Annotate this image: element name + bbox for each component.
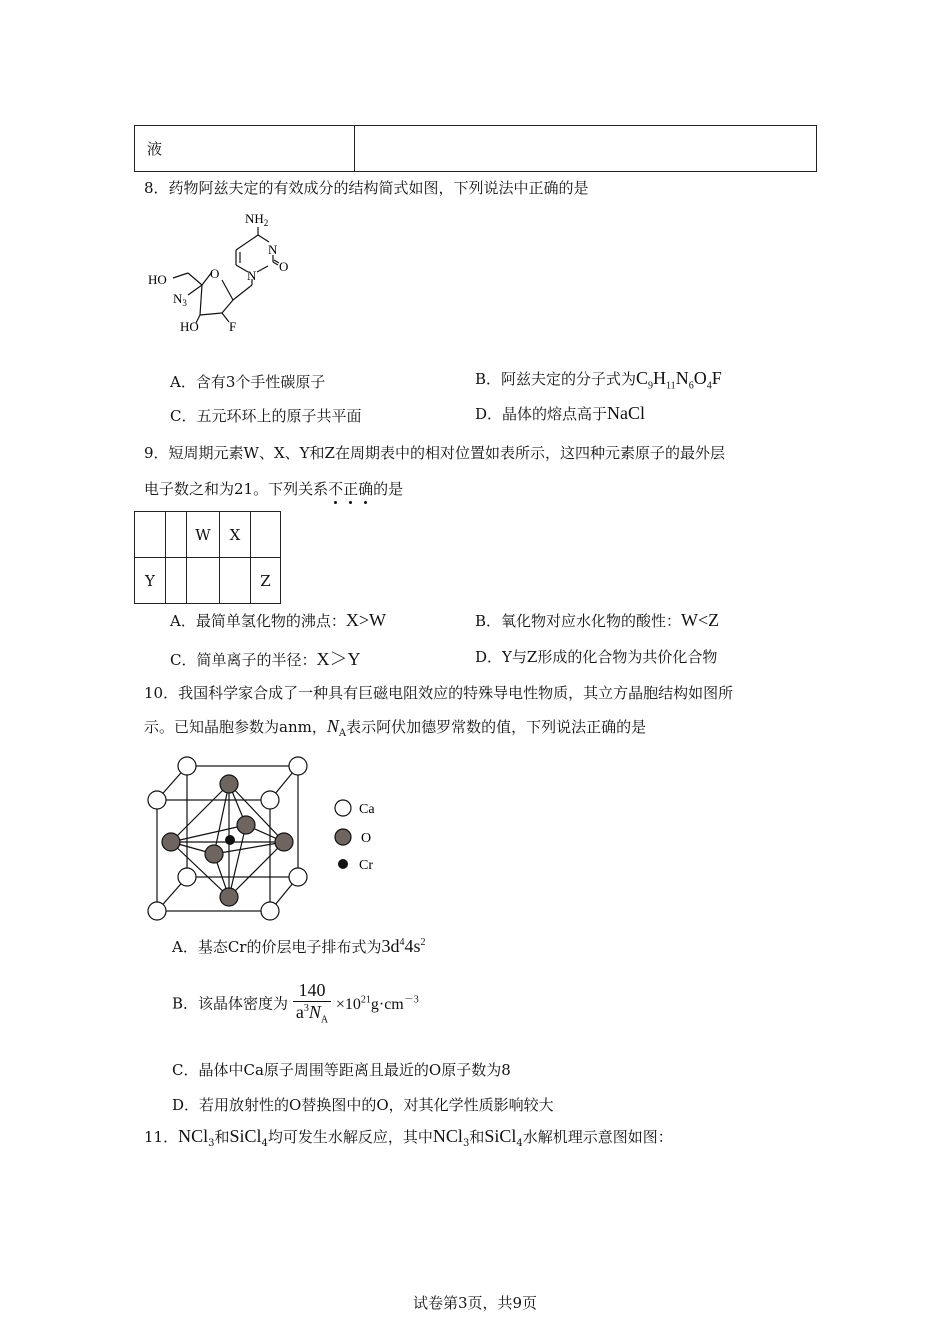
table-cell — [220, 558, 251, 604]
q10-stem-line2: 示。已知晶胞参数为anm，$N_A$表示阿伏加德罗常数的值，下列说法正确的是 — [144, 716, 647, 739]
legend-o-label: O — [361, 831, 372, 846]
legend-cr-label: Cr — [359, 858, 373, 873]
table-cell — [187, 558, 220, 604]
table-cell — [166, 558, 187, 604]
q9-option-c: C．简单离子的半径：X＞Y — [170, 649, 361, 669]
ca-atom — [178, 868, 196, 886]
o-atom — [275, 833, 293, 851]
q10-option-c: C．晶体中Ca原子周围等距离且最近的O原子数为8 — [172, 1061, 511, 1079]
o-atom — [162, 833, 180, 851]
q10-option-b: B．该晶体密度为 $\frac{140}{a^3N_A}$ $\times 10^{21}g\cdot cm^{-3}$ — [172, 980, 419, 1026]
ca-atom — [261, 791, 279, 809]
table-cell — [355, 126, 817, 172]
nh2-label: $NH_2$ — [245, 211, 269, 228]
ca-atom — [261, 902, 279, 920]
ca-atom — [289, 868, 307, 886]
o-atom — [220, 775, 238, 793]
table-cell: Z — [251, 558, 281, 604]
q9-option-a: A．最简单氢化物的沸点：X>W — [170, 610, 386, 630]
fluorine-label: F — [229, 319, 237, 334]
q8-option-b: B．阿兹夫定的分子式为$C_9H_{11}N_6O_4F$ — [475, 368, 722, 392]
legend-cr-icon — [338, 859, 348, 869]
q8-stem: 8．药物阿兹夫定的有效成分的结构简式如图，下列说法中正确的是 — [144, 179, 589, 197]
ca-atom — [289, 757, 307, 775]
azide-label: $N_3$ — [173, 291, 187, 308]
table-cell: X — [220, 512, 251, 558]
o-atom — [237, 816, 255, 834]
q8-option-a: A．含有3个手性碳原子 — [170, 373, 326, 391]
ring-n-label: N — [268, 242, 278, 257]
perovskite-unit-cell — [140, 755, 390, 925]
o-atom — [220, 888, 238, 906]
density-fraction: $\frac{140}{a^3N_A}$ — [293, 980, 331, 1026]
table-cell: W — [187, 512, 220, 558]
q8-option-c: C．五元环环上的原子共平面 — [170, 407, 362, 425]
q10-option-d: D．若用放射性的O替换图中的O，对其化学性质影响较大 — [172, 1096, 554, 1114]
ca-atom — [178, 757, 196, 775]
ho-label: HO — [148, 272, 167, 287]
cr-atom — [225, 835, 235, 845]
table-cell: Y — [135, 558, 166, 604]
periodic-table-fragment — [134, 511, 281, 604]
table-cell — [251, 512, 281, 558]
q9-stem-line1: 9．短周期元素W、X、Y和Z在周期表中的相对位置如表所示，这四种元素原子的最外层 — [144, 444, 725, 462]
q9-option-b: B．氧化物对应水化物的酸性：W<Z — [475, 610, 720, 630]
q9-option-d: D．Y与Z形成的化合物为共价化合物 — [475, 648, 718, 666]
q9-stem-line2: 电子数之和为21。下列关系不正确的是 — [144, 480, 404, 498]
q10-option-a: A．基态Cr的价层电子排布式为$3d^44s^2$ — [172, 936, 426, 956]
table-cell — [135, 512, 166, 558]
ca-atom — [148, 791, 166, 809]
carbonyl-o-label: O — [279, 259, 289, 274]
table-cell — [166, 512, 187, 558]
table-cell: 液 — [135, 126, 355, 172]
q11-stem: 11．NCl$_3$和SiCl$_4$均可发生水解反应，其中NCl$_3$和SiCl$_4$水解机理示意图如图： — [144, 1126, 673, 1149]
page-footer: 试卷第3页，共9页 — [412, 1294, 538, 1312]
ca-atom — [148, 902, 166, 920]
ring-n-label: N — [247, 268, 257, 283]
o-atom — [205, 845, 223, 863]
ho-label: HO — [180, 319, 199, 334]
q10-stem-line1: 10．我国科学家合成了一种具有巨磁电阻效应的特殊导电性物质，其立方晶胞结构如图所 — [144, 684, 734, 702]
legend-o-icon — [335, 829, 351, 845]
answer-table-fragment — [134, 125, 817, 172]
ring-o-label: O — [210, 266, 220, 281]
legend-ca-icon — [335, 800, 351, 816]
legend-ca-label: Ca — [359, 802, 375, 817]
q8-option-d: D．晶体的熔点高于NaCl — [475, 403, 646, 423]
azvudine-structure — [140, 205, 310, 340]
